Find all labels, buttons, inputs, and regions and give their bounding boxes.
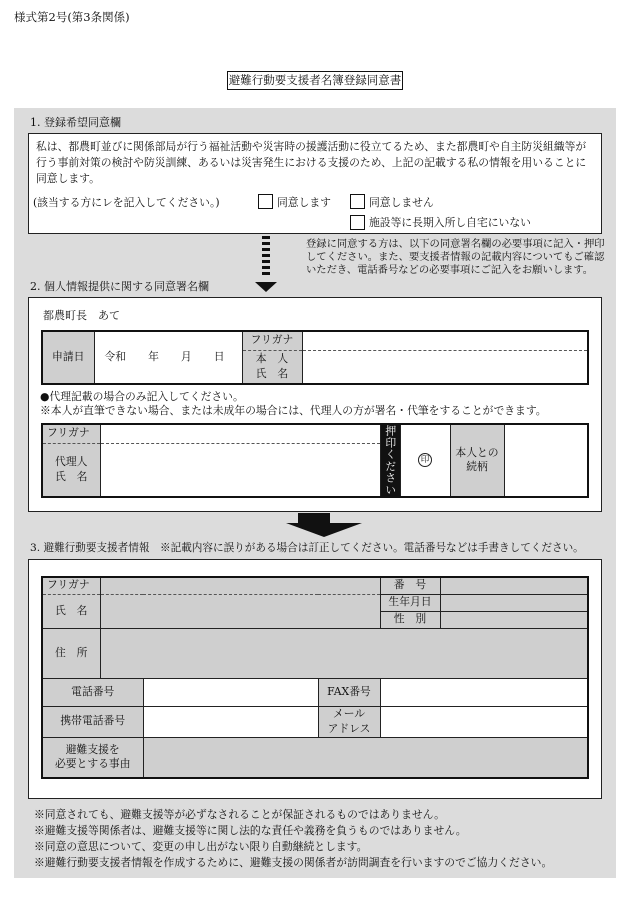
- down-arrow-icon: [255, 282, 277, 292]
- email-label: [318, 706, 380, 737]
- date-era: 令和: [104, 350, 127, 364]
- fax-field[interactable]: [380, 678, 588, 706]
- person-name-field[interactable]: [302, 350, 588, 384]
- proxy-name-label-l2: 氏 名: [55, 469, 88, 483]
- arrow-dash: [262, 248, 270, 251]
- addressee: 都農町長 あて: [43, 309, 120, 322]
- gender-field: [440, 611, 588, 628]
- proxy-note-line2: ※本人が直筆できない場合、または未成年の場合には、代理人の方が署名・代筆をすることができます。: [40, 404, 547, 417]
- info-furigana-label: フリガナ: [42, 577, 100, 594]
- reason-label: [42, 737, 143, 778]
- document-title: 避難行動要支援者名簿登録同意書: [227, 71, 403, 90]
- number-label: 番 号: [380, 577, 440, 594]
- reason-field: [143, 737, 588, 778]
- signature-instruction-note: 登録に同意する方は、以下の同意署名欄の必要事項に記入・押印してください。また、要支援者情報の記載内容についてもご確認いただき、電話番号などの必要事項にご記入をお願いします。: [306, 238, 605, 276]
- disagree-label: 同意しません: [369, 196, 434, 209]
- date-month: 月: [180, 350, 192, 364]
- stamp-label: 押印ください: [380, 424, 400, 497]
- relation-label: [450, 424, 504, 497]
- address-field: [100, 628, 588, 678]
- checkbox-instruction: (該当する方にレを記入してください。): [33, 196, 220, 209]
- proxy-name-label: [42, 443, 100, 497]
- section1-label: 1. 登録希望同意欄: [30, 116, 121, 129]
- seal-area[interactable]: [400, 424, 450, 497]
- date-year: 年: [148, 350, 159, 364]
- proxy-note-line1: ●代理記載の場合のみ記入してください。: [40, 390, 244, 403]
- furigana-field[interactable]: [302, 331, 588, 350]
- agree-checkbox[interactable]: [258, 194, 273, 209]
- proxy-name-field[interactable]: [100, 443, 380, 497]
- reason-label-l2: 必要とする事由: [54, 757, 131, 771]
- arrow-dash: [262, 266, 270, 269]
- number-field: [440, 577, 588, 594]
- mobile-field[interactable]: [143, 706, 318, 737]
- supporter-info-table: [41, 576, 589, 779]
- address-label: 住 所: [42, 628, 100, 678]
- form-number: 様式第2号(第3条関係): [14, 10, 130, 24]
- footnote-3: ※同意の意思について、変更の申し出がない限り自動継続とします。: [34, 840, 368, 853]
- section2-label: 2. 個人情報提供に関する同意署名欄: [30, 280, 209, 293]
- agree-label: 同意します: [277, 196, 331, 209]
- date-day: 日: [213, 350, 225, 364]
- footnotes: [34, 807, 552, 871]
- gender-label: 性 別: [380, 611, 440, 628]
- applicant-table: [41, 330, 589, 385]
- fax-label: FAX番号: [318, 678, 380, 706]
- mobile-label: 携帯電話番号: [42, 706, 143, 737]
- institution-label: 施設等に長期入所し自宅にいない: [369, 216, 531, 229]
- seal-icon: 印: [418, 453, 432, 467]
- relation-field[interactable]: [504, 424, 588, 497]
- proxy-name-label-l1: 代理人: [55, 455, 88, 469]
- section3-label: 3. 避難行動要支援者情報 ※記載内容に誤りがある場合は訂正してください。電話番号などは手書きしてください。: [30, 542, 584, 554]
- apply-date-label: 申請日: [42, 331, 94, 384]
- email-field[interactable]: [380, 706, 588, 737]
- big-arrow-head-icon: [286, 523, 362, 537]
- arrow-dash: [262, 260, 270, 263]
- proxy-note: [40, 390, 547, 418]
- footnote-4: ※避難行動要支援者情報を作成するために、避難支援の関係者が訪問調査を行いますのでご協力ください。: [34, 856, 553, 869]
- apply-date-field[interactable]: [94, 331, 242, 384]
- arrow-dash: [262, 254, 270, 257]
- relation-label-l1: 本人との: [455, 445, 499, 459]
- birthdate-label: 生年月日: [380, 594, 440, 611]
- disagree-checkbox[interactable]: [350, 194, 365, 209]
- relation-label-l2: 続柄: [466, 460, 488, 474]
- reason-label-l1: 避難支援を: [65, 742, 120, 756]
- footnote-1: ※同意されても、避難支援等が必ずなされることが保証されるものではありません。: [34, 808, 445, 821]
- furigana-label: フリガナ: [242, 331, 302, 350]
- phone-label: 電話番号: [42, 678, 143, 706]
- info-name-label: 氏 名: [42, 594, 100, 628]
- arrow-dash: [262, 272, 270, 275]
- consent-text: 私は、都農町並びに関係部局が行う福祉活動や災害時の援護活動に役立てるため、また都農町や自主防災組織等が行う事前対策の検討や防災訓練、あるいは災害発生における支援のため、上記の記載する私の情報を用いることに同意します。: [36, 140, 587, 185]
- person-name-label-l1: 本 人: [255, 352, 289, 366]
- info-name-field: [100, 594, 380, 628]
- phone-field[interactable]: [143, 678, 318, 706]
- institution-checkbox[interactable]: [350, 215, 365, 230]
- person-name-label: [242, 350, 302, 384]
- birthdate-field: [440, 594, 588, 611]
- email-label-l1: メール: [332, 706, 366, 720]
- arrow-dash: [262, 236, 270, 239]
- person-name-label-l2: 氏 名: [255, 366, 289, 380]
- proxy-table: [41, 423, 589, 498]
- proxy-furigana-field[interactable]: [100, 424, 380, 443]
- proxy-furigana-label: フリガナ: [42, 424, 100, 443]
- email-label-l2: アドレス: [327, 721, 371, 735]
- footnote-2: ※避難支援等関係者は、避難支援等に関し法的な責任や義務を負うものではありません。: [34, 824, 467, 837]
- info-furigana-field: [100, 577, 380, 594]
- arrow-dash: [262, 242, 270, 245]
